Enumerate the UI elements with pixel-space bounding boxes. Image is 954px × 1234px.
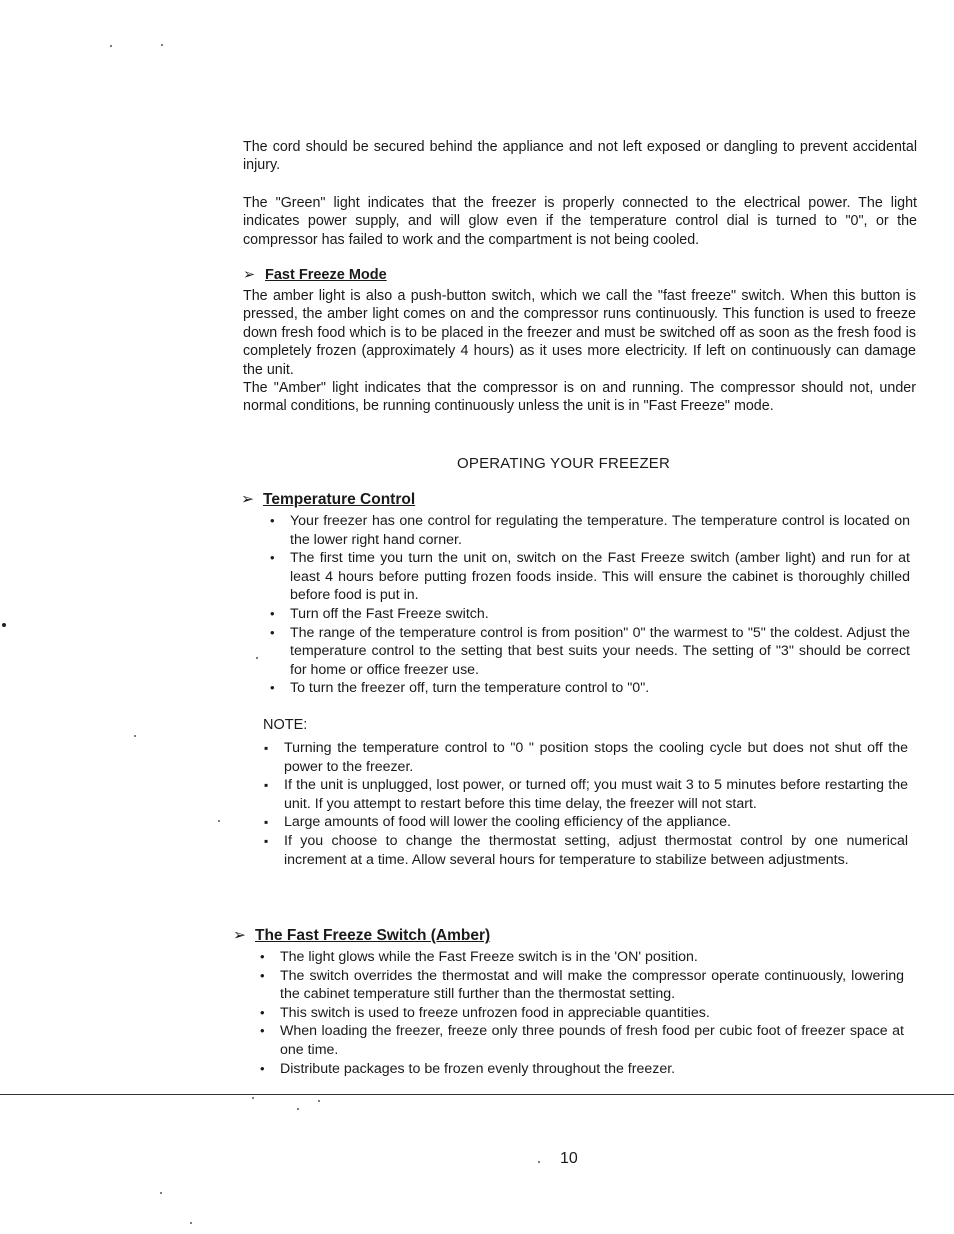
list-item: • The range of the temperature control is from position" 0" the warmest to "5" the coldest. Adjust the temperature control to the setting that best suits your needs. The setting of "3" should be correct for home or office freezer use. (268, 624, 910, 680)
temperature-control-list (268, 512, 910, 698)
arrow-bullet-icon: ➢ (233, 927, 246, 944)
scan-speck (256, 657, 258, 659)
list-item: • The light glows while the Fast Freeze switch is in the 'ON' position. (258, 948, 904, 967)
fast-freeze-switch-list (258, 948, 904, 1078)
list-item: ▪ If the unit is unplugged, lost power, or turned off; you must wait 3 to 5 minutes before restarting the unit. If you attempt to restart before this time delay, the freezer will not start. (262, 776, 908, 813)
intro-paragraph-cord: The cord should be secured behind the appliance and not left exposed or dangling to prevent accidental injury. (243, 139, 917, 174)
list-item: • The first time you turn the unit on, switch on the Fast Freeze switch (amber light) and run for at least 4 hours before putting frozen foods inside. This will ensure the cabinet is thoroughly chilled before food is put in. (268, 549, 910, 605)
list-item: ▪ Turning the temperature control to "0 " position stops the cooling cycle but does not shut off the power to the freezer. (262, 739, 908, 776)
list-item: • Turn off the Fast Freeze switch. (268, 605, 910, 624)
fast-freeze-mode-paragraph: The amber light is also a push-button switch, which we call the "fast freeze" switch. When this button is pressed, the amber light comes on and the compressor runs continuously. This function is used to freeze down fresh food which is to be placed in the freezer and must be switched off as soon as the fresh food is completely frozen (approximately 4 hours) as it uses more electricity. If left on continuously can damage the unit. (243, 288, 916, 378)
scan-speck (538, 1161, 540, 1163)
note-list (262, 739, 908, 869)
operating-section-title: OPERATING YOUR FREEZER (457, 455, 671, 472)
temperature-control-heading (241, 490, 415, 509)
list-item: • The switch overrides the thermostat and will make the compressor operate continuously, lowering the cabinet temperature still further than the thermostat setting. (258, 967, 904, 1004)
scan-speck (190, 1222, 192, 1224)
list-item: • Your freezer has one control for regulating the temperature. The temperature control is located on the lower right hand corner. (268, 512, 910, 549)
list-item: • When loading the freezer, freeze only three pounds of fresh food per cubic foot of freezer space at one time. (258, 1022, 904, 1059)
scan-speck (252, 1097, 254, 1099)
note-label: NOTE: (263, 717, 308, 733)
page-number: 10 (560, 1150, 578, 1167)
list-item: ▪ Large amounts of food will lower the cooling efficiency of the appliance. (262, 813, 908, 832)
arrow-bullet-icon: ➢ (243, 267, 256, 283)
scan-speck (110, 45, 112, 47)
temperature-control-title: Temperature Control (263, 491, 416, 508)
scan-speck (160, 1192, 162, 1194)
fast-freeze-switch-heading (233, 926, 490, 945)
list-item: • This switch is used to freeze unfrozen food in appreciable quantities. (258, 1004, 904, 1023)
intro-paragraph-green-light: The "Green" light indicates that the freezer is properly connected to the electrical power. The light indicates power supply, and will glow even if the temperature control dial is turned to "0", or the compressor has failed to work and the compartment is not being cooled. (243, 195, 917, 248)
fast-freeze-mode-heading (243, 267, 387, 283)
list-item: • To turn the freezer off, turn the temperature control to "0". (268, 679, 910, 698)
arrow-bullet-icon: ➢ (241, 491, 254, 508)
amber-light-paragraph: The "Amber" light indicates that the compressor is on and running. The compressor should not, under normal conditions, be running continuously unless the unit is in "Fast Freeze" mode. (243, 380, 916, 415)
scan-speck (161, 44, 163, 46)
fast-freeze-switch-title: The Fast Freeze Switch (Amber) (255, 927, 491, 944)
scan-speck (318, 1100, 320, 1102)
scan-speck (134, 735, 136, 737)
footer-rule (0, 1094, 954, 1095)
scan-speck (2, 623, 6, 627)
scan-speck (297, 1108, 299, 1110)
fast-freeze-mode-title: Fast Freeze Mode (265, 267, 387, 283)
scan-speck (218, 820, 220, 822)
list-item: • Distribute packages to be frozen evenly throughout the freezer. (258, 1060, 904, 1079)
list-item: ▪ If you choose to change the thermostat setting, adjust thermostat control by one numerical increment at a time. Allow several hours for temperature to stabilize between adjustments. (262, 832, 908, 869)
